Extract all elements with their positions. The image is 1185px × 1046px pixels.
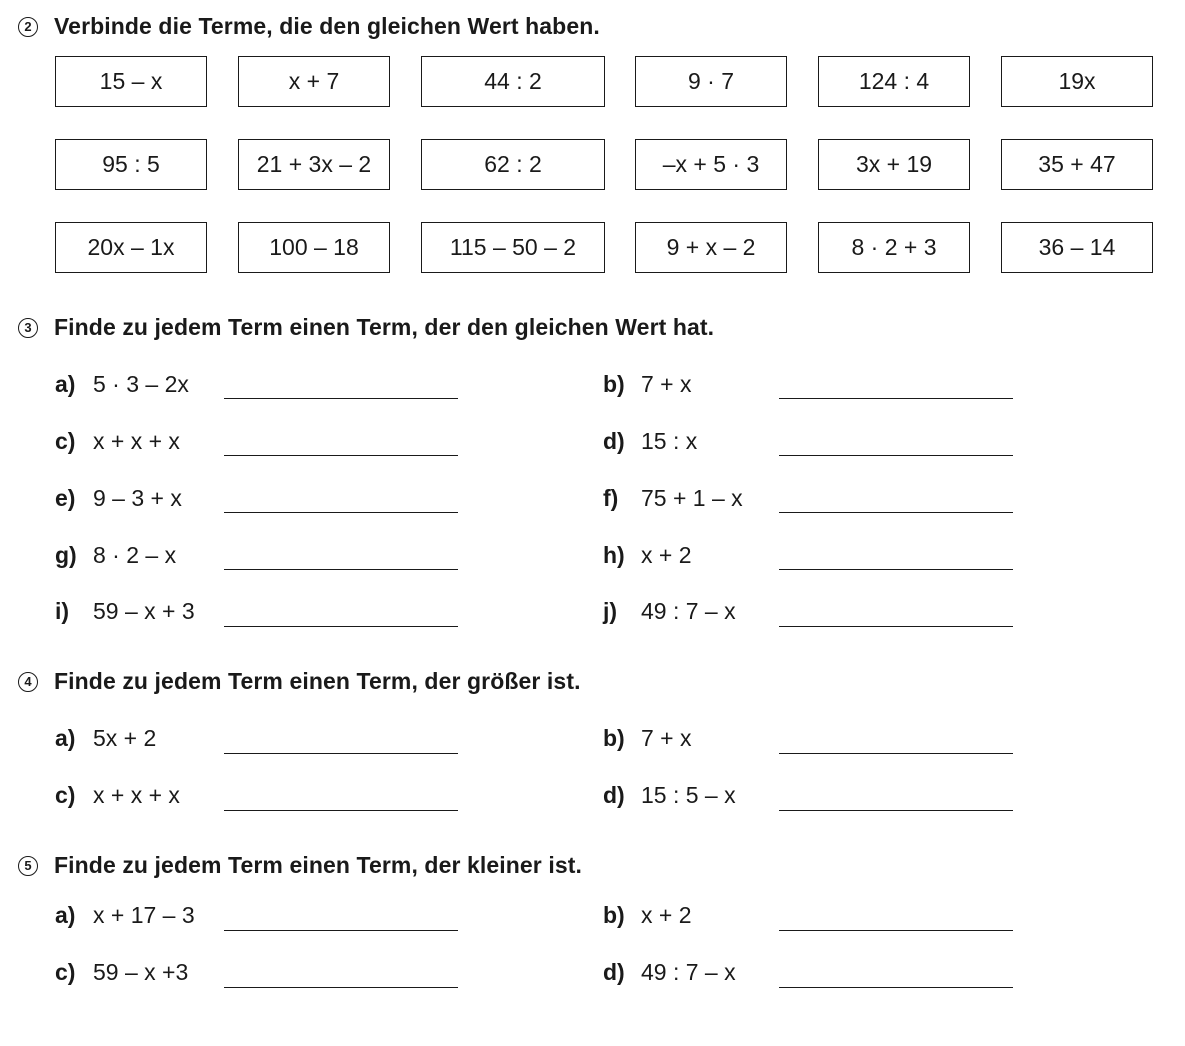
item-term: 9 – 3 + x [93,484,182,511]
item-label: d) [603,781,625,808]
term-box[interactable]: 3x + 19 [818,139,970,190]
item-term: 15 : 5 – x [641,781,736,808]
term-box[interactable]: 8 · 2 + 3 [818,222,970,273]
answer-line[interactable] [224,569,458,570]
item-term: x + x + x [93,781,180,808]
item-term: 15 : x [641,427,698,454]
answer-line[interactable] [224,455,458,456]
term-box[interactable]: 9 · 7 [635,56,787,107]
task-4-heading [18,668,581,695]
item-label: e) [55,484,76,511]
exercise-item [603,596,736,626]
item-label: b) [603,370,625,397]
answer-line[interactable] [779,455,1013,456]
answer-line[interactable] [779,569,1013,570]
exercise-item [603,957,736,987]
exercise-item [603,426,697,456]
answer-line[interactable] [224,987,458,988]
item-label: i) [55,597,70,624]
item-term: x + 2 [641,541,692,568]
item-label: c) [55,781,76,808]
term-box[interactable]: 35 + 47 [1001,139,1153,190]
item-label: a) [55,901,76,928]
task-number-badge: 2 [18,17,38,37]
term-box[interactable]: 9 + x – 2 [635,222,787,273]
exercise-item [55,900,195,930]
item-label: b) [603,901,625,928]
answer-line[interactable] [224,810,458,811]
item-label: d) [603,427,625,454]
item-label: d) [603,958,625,985]
exercise-item [55,483,182,513]
answer-line[interactable] [779,512,1013,513]
item-label: a) [55,370,76,397]
answer-line[interactable] [779,753,1013,754]
item-term: 49 : 7 – x [641,958,736,985]
item-label: j) [603,597,618,624]
item-term: 75 + 1 – x [641,484,743,511]
term-box[interactable]: –x + 5 · 3 [635,139,787,190]
item-term: x + 2 [641,901,692,928]
answer-line[interactable] [224,930,458,931]
task-2-heading [18,13,600,40]
term-box[interactable]: 62 : 2 [421,139,605,190]
task-title: Finde zu jedem Term einen Term, der größer ist. [54,668,581,694]
exercise-item [55,780,180,810]
item-label: c) [55,427,76,454]
exercise-item [603,780,736,810]
answer-line[interactable] [224,753,458,754]
task-3-heading [18,314,714,341]
task-number-badge: 5 [18,856,38,876]
term-box[interactable]: 115 – 50 – 2 [421,222,605,273]
task-title: Finde zu jedem Term einen Term, der den gleichen Wert hat. [54,314,715,340]
term-box[interactable]: 15 – x [55,56,207,107]
exercise-item [55,369,189,399]
answer-line[interactable] [779,930,1013,931]
item-term: x + 17 – 3 [93,901,195,928]
answer-line[interactable] [224,398,458,399]
item-term: 7 + x [641,370,692,397]
answer-line[interactable] [779,810,1013,811]
term-box[interactable]: 21 + 3x – 2 [238,139,390,190]
term-box[interactable]: 95 : 5 [55,139,207,190]
item-term: 59 – x +3 [93,958,189,985]
answer-line[interactable] [224,626,458,627]
exercise-item [603,483,743,513]
exercise-item [55,723,156,753]
answer-line[interactable] [779,626,1013,627]
item-label: f) [603,484,619,511]
item-term: 8 · 2 – x [93,541,177,568]
exercise-item [55,596,195,626]
answer-line[interactable] [779,987,1013,988]
task-number-badge: 3 [18,318,38,338]
term-box[interactable]: 20x – 1x [55,222,207,273]
item-label: h) [603,541,625,568]
term-box[interactable]: 19x [1001,56,1153,107]
item-term: 7 + x [641,724,692,751]
item-term: 5x + 2 [93,724,157,751]
item-term: 49 : 7 – x [641,597,736,624]
item-label: g) [55,541,77,568]
exercise-item [603,723,692,753]
exercise-item [603,900,692,930]
answer-line[interactable] [779,398,1013,399]
term-box[interactable]: 44 : 2 [421,56,605,107]
exercise-item [55,426,180,456]
item-label: a) [55,724,76,751]
term-box[interactable]: 124 : 4 [818,56,970,107]
exercise-item [603,540,692,570]
item-term: 59 – x + 3 [93,597,195,624]
item-term: x + x + x [93,427,180,454]
item-label: b) [603,724,625,751]
task-title: Verbinde die Terme, die den gleichen Wert haben. [54,13,600,39]
exercise-item [603,369,692,399]
term-box[interactable]: 100 – 18 [238,222,390,273]
exercise-item [55,540,176,570]
item-term: 5 · 3 – 2x [93,370,189,397]
item-label: c) [55,958,76,985]
task-5-heading [18,852,582,879]
term-box[interactable]: x + 7 [238,56,390,107]
term-box[interactable]: 36 – 14 [1001,222,1153,273]
task-title: Finde zu jedem Term einen Term, der kleiner ist. [54,852,582,878]
answer-line[interactable] [224,512,458,513]
task-number-badge: 4 [18,672,38,692]
exercise-item [55,957,188,987]
